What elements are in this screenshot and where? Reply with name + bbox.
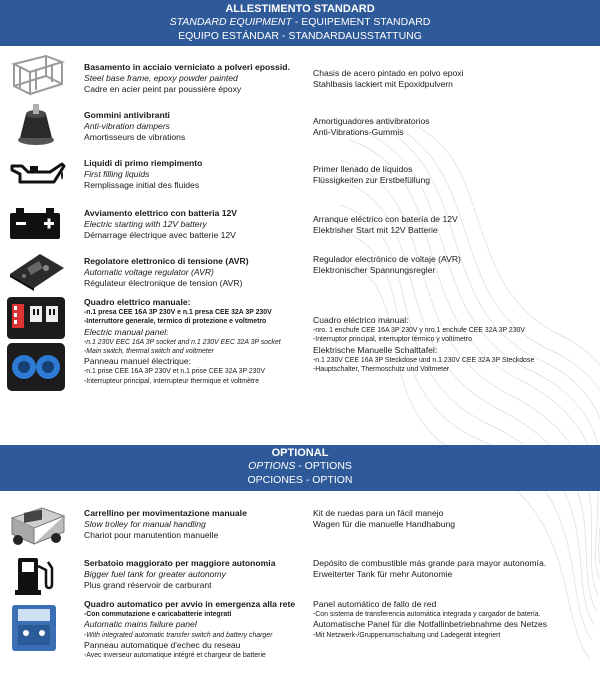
- item-title-it: Gommini antivibranti: [84, 110, 170, 120]
- item-title-es: Depósito de combustible más grande para mayor autonomía.: [313, 558, 547, 568]
- oil-can-icon: [6, 156, 68, 192]
- standard-item-manual-panel: [0, 294, 600, 402]
- item-title-en: Steel base frame, epoxy powder painted: [84, 73, 238, 84]
- standard-item-dampers: [0, 100, 600, 150]
- item-title-it: Basamento in acciaio verniciato a polveri epossid.: [84, 62, 290, 72]
- battery-icon: [6, 204, 68, 242]
- optional-item-trolley: [0, 500, 600, 550]
- item-title-it: Regolatore elettronico di tensione (AVR): [84, 256, 249, 266]
- item-title-de: Elektrisher Start mit 12V Batterie: [313, 225, 438, 236]
- socket-panel-icon: [6, 342, 66, 392]
- ats-title-es: Panel automático de fallo de red: [313, 599, 437, 609]
- ats-line-de-1: -Mit Netzwerk-/Gruppenumschaltung und Ladegerät integriert: [313, 631, 501, 639]
- item-title-de: Flüssigkeiten zur Erstbefüllung: [313, 175, 431, 186]
- ats-line-it-1: -Con commutazione e caricabatterie integrati: [84, 611, 232, 619]
- ats-title-fr: Panneau automatique d'echec du reseau: [84, 639, 241, 650]
- optional-subtitle: OPTIONS - OPTIONS: [248, 460, 352, 472]
- ats-panel-icon: [10, 603, 58, 653]
- optional-title: OPTIONAL: [271, 447, 329, 459]
- ats-title-it: Quadro automatico per avvio in emergenza alla rete: [84, 599, 296, 609]
- anti-vibration-damper-icon: [6, 102, 68, 148]
- standard-subtitle-es-de: EQUIPO ESTÁNDAR - STANDARDAUSSTATTUNG: [178, 29, 422, 42]
- item-title-es: Primer llenado de líquidos: [313, 164, 413, 174]
- ats-line-fr-1: -Avec inverseur automatique intégré et chargeur de batterie: [84, 652, 266, 660]
- item-title-es: Amortiguadores antivibratorios: [313, 116, 430, 126]
- panel-line-fr-2: -Interrupteur principal, interrupteur thermique et voltmètre: [84, 377, 260, 385]
- ats-line-es-1: -Con sistema de transferencia automática integrada y cargador de batería.: [313, 611, 541, 619]
- standard-item-avr: [0, 246, 600, 294]
- optional-subtitle-es-de: OPCIONES - OPTION: [247, 473, 353, 486]
- item-title-fr: Cadre en acier peint par poussière époxy: [84, 84, 242, 95]
- steel-frame-icon: [6, 50, 68, 98]
- panel-line-it-2: -Interruttore generale, termico di protezione e voltmetro: [84, 318, 267, 326]
- standard-item-steel-frame: [0, 50, 600, 100]
- item-title-it: Avviamento elettrico con batteria 12V: [84, 208, 237, 218]
- standard-subtitle: STANDARD EQUIPMENT - EQUIPEMENT STANDARD: [169, 16, 431, 28]
- item-title-fr: Amortisseurs de vibrations: [84, 132, 186, 143]
- panel-title-it: Quadro elettrico manuale:: [84, 297, 191, 307]
- standard-equipment-banner: [0, 0, 600, 46]
- item-title-fr: Chariot pour manutention manuelle: [84, 530, 219, 541]
- item-title-it: Carrellino per movimentazione manuale: [84, 508, 247, 518]
- item-title-en: Anti-vibration dampers: [84, 121, 170, 132]
- item-title-de: Wagen für die manuelle Handhabung: [313, 519, 456, 530]
- avr-board-icon: [6, 250, 68, 292]
- panel-title-fr: Panneau manuel électrique:: [84, 356, 192, 367]
- item-title-es: Arranque eléctrico con batería de 12V: [313, 214, 458, 224]
- item-title-de: Elektronischer Spannungsregler: [313, 265, 436, 276]
- item-title-es: Chasis de acero pintado en polvo epoxi: [313, 68, 464, 78]
- panel-line-es-2: -Interruptor principal, interruptor térmico y voltímetro: [313, 336, 472, 344]
- ats-title-de: Automatische Panel für die Notfallinbetriebnahme des Netzes: [313, 619, 548, 630]
- item-title-en: Bigger fuel tank for greater autonomy: [84, 569, 226, 580]
- panel-title-de: Elektrische Manuelle Schalttafel:: [313, 344, 438, 355]
- panel-line-it-1: -n.1 presa CEE 16A 3P 230V e n.1 presa CEE 32A 3P 230V: [84, 309, 272, 317]
- panel-line-en-1: -n.1 230V EEC 16A 3P socket and n.1 230V EEC 32A 3P socket: [84, 338, 281, 346]
- item-title-en: Slow trolley for manual handling: [84, 519, 206, 530]
- item-title-es: Kit de ruedas para un fácil manejo: [313, 508, 444, 518]
- control-panel-icon: [6, 296, 66, 340]
- ats-line-en-1: -With integrated automatic transfer switch and battery charger: [84, 631, 273, 639]
- panel-line-fr-1: -n.1 prise CEE 16A 3P 230V et n.1 prise CEE 32A 3P 230V: [84, 368, 265, 376]
- item-title-fr: Plus grand réservoir de carburant: [84, 580, 212, 591]
- trolley-icon: [6, 502, 68, 548]
- optional-item-fuel-tank: [0, 550, 600, 598]
- panel-title-en: Electric manual panel:: [84, 326, 169, 337]
- panel-line-en-2: -Main switch, thermal switch and voltmeter: [84, 348, 214, 356]
- fuel-pump-icon: [6, 554, 68, 596]
- optional-banner: [0, 445, 600, 491]
- item-title-en: Automatic voltage regulator (AVR): [84, 267, 214, 278]
- standard-title: ALLESTIMENTO STANDARD: [225, 3, 375, 15]
- item-title-es: Regulador electrónico de voltaje (AVR): [313, 254, 461, 264]
- item-title-de: Erweiterter Tank für mehr Autonomie: [313, 569, 453, 580]
- item-title-en: First filling liquids: [84, 169, 150, 180]
- item-title-en: Electric starting with 12V battery: [84, 219, 207, 230]
- panel-title-es: Cuadro eléctrico manual:: [313, 315, 409, 325]
- item-title-it: Liquidi di primo riempimento: [84, 158, 203, 168]
- standard-item-liquids: [0, 150, 600, 198]
- panel-line-de-1: -n.1 230V CEE 16A 3P Steckdose und n.1 230V CEE 32A 3P Steckdose: [313, 356, 535, 364]
- optional-item-ats-panel: [0, 597, 600, 667]
- panel-line-de-2: -Hauptschalter, Thermoschutz und Voltmeter: [313, 366, 450, 374]
- item-title-de: Anti-Vibrations-Gummis: [313, 127, 404, 138]
- standard-item-battery: [0, 198, 600, 246]
- item-title-it: Serbatoio maggiorato per maggiore autonomia: [84, 558, 276, 568]
- panel-line-es-1: -nro. 1 enchufe CEE 16A 3P 230V y nro.1 enchufe CEE 32A 3P 230V: [313, 327, 525, 335]
- ats-title-en: Automatic mains failure panel: [84, 619, 197, 630]
- item-title-fr: Régulateur électronique de tension (AVR): [84, 278, 243, 289]
- item-title-de: Stahlbasis lackiert mit Epoxidpulvern: [313, 79, 453, 90]
- item-title-fr: Remplissage initial des fluides: [84, 180, 200, 191]
- item-title-fr: Démarrage électrique avec batterie 12V: [84, 230, 236, 241]
